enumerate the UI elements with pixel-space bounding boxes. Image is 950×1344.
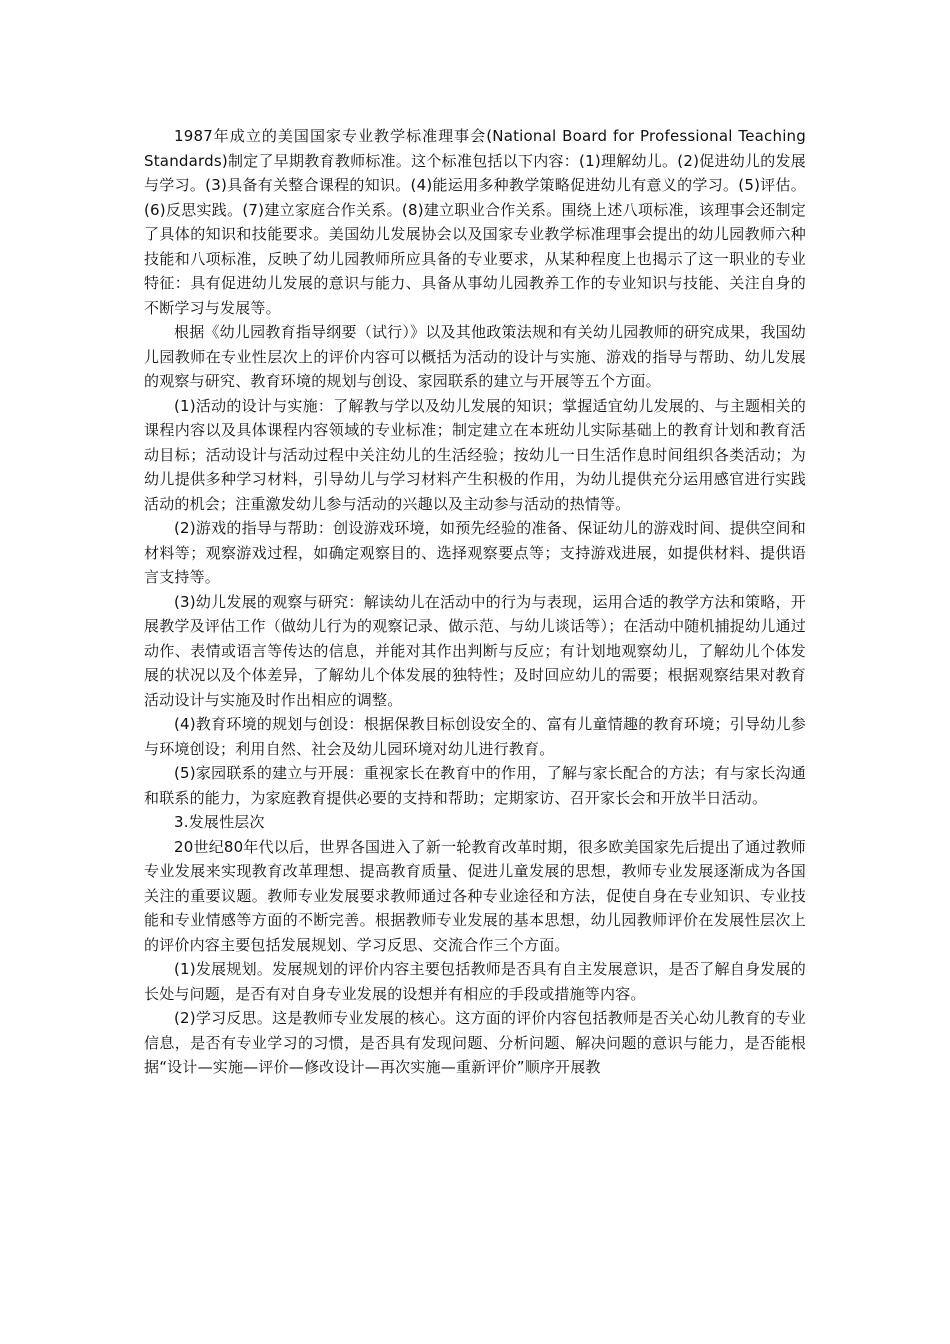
paragraph-home-school-contact: (5)家园联系的建立与开展：重视家长在教育中的作用，了解与家长配合的方法；有与家长沟通和联系的能力，为家庭教育提供必要的支持和帮助；定期家访、召开家长会和开放半日活动。 xyxy=(144,764,806,807)
paragraph-professional-level-overview: 根据《幼儿园教育指导纲要（试行）》以及其他政策法规和有关幼儿园教师的研究成果，我国幼儿园教师在专业性层次上的评价内容可以概括为活动的设计与实施、游戏的指导与帮助、幼儿发展的观察与研究、教育环境的规划与创设、家园联系的建立与开展等五个方面。 xyxy=(144,323,806,390)
paragraph-development-planning: (1)发展规划。发展规划的评价内容主要包括教师是否具有自主发展意识，是否了解自身发展的长处与问题，是否有对自身专业发展的设想并有相应的手段或措施等内容。 xyxy=(144,960,806,1003)
paragraph-child-observation: (3)幼儿发展的观察与研究：解读幼儿在活动中的行为与表现，运用合适的教学方法和策略，开展教学及评估工作（做幼儿行为的观察记录、做示范、与幼儿谈话等）；在活动中随机捕捉幼儿通过动作、表情或语言等传达的信息，并能对其作出判断与反应；有计划地观察幼儿，了解幼儿个体发展的状况以及个体差异，了解幼儿个体发展的独特性；及时回应幼儿的需要；根据观察结果对教育活动设计与实施及时作出相应的调整。 xyxy=(144,592,806,709)
paragraph-game-guidance: (2)游戏的指导与帮助：创设游戏环境，如预先经验的准备、保证幼儿的游戏时间、提供空间和材料等；观察游戏过程，如确定观察目的、选择观察要点等；支持游戏进展，如提供材料、提供语言支持等。 xyxy=(144,519,806,586)
paragraph-teacher-development: 20世纪80年代以后，世界各国进入了新一轮教育改革时期，很多欧美国家先后提出了通过教师专业发展来实现教育改革理想、提高教育质量、促进儿童发展的思想，教师专业发展逐渐成为各国关注的重要议题。教师专业发展要求教师通过各种专业途径和方法，促使自身在专业知识、专业技能和专业情感等方面的不断完善。根据教师专业发展的基本思想，幼儿园教师评价在发展性层次上的评价内容主要包括发展规划、学习反思、交流合作三个方面。 xyxy=(144,837,806,954)
paragraph-learning-reflection: (2)学习反思。这是教师专业发展的核心。这方面的评价内容包括教师是否关心幼儿教育的专业信息，是否有专业学习的习惯，是否具有发现问题、分析问题、解决问题的意识与能力，是否能根据“设计—实施—评价—修改设计—再次实施—重新评价”顺序开展教 xyxy=(144,1009,806,1076)
paragraph-activity-design: (1)活动的设计与实施：了解教与学以及幼儿发展的知识；掌握适宜幼儿发展的、与主题相关的课程内容以及具体课程内容领域的专业标准；制定建立在本班幼儿实际基础上的教育计划和教育活动目标；活动设计与活动过程中关注幼儿的生活经验；按幼儿一日生活作息时间组织各类活动；为幼儿提供多种学习材料，引导幼儿与学习材料产生积极的作用，为幼儿提供充分运用感官进行实践活动的机会；注重激发幼儿参与活动的兴趣以及主动参与活动的热情等。 xyxy=(144,396,806,513)
paragraph-nbpts-standards: 1987年成立的美国国家专业教学标准理事会(National Board for Professional Teaching Standards)制定了早期教育教师标准。这个标准包括以下内容：(1)理解幼儿。(2)促进幼儿的发展与学习。(3)具备有关整合课程的知识。(4)能运用多种教学策略促进幼儿有意义的学习。(5)评估。(6)反思实践。(7)建立家庭合作关系。(8)建立职业合作关系。围绕上述八项标准，该理事会还制定了具体的知识和技能要求。美国幼儿发展协会以及国家专业教学标准理事会提出的幼儿园教师六种技能和八项标准，反映了幼儿园教师所应具备的专业要求，从某种程度上也揭示了这一职业的专业特征：具有促进幼儿发展的意识与能力、具备从事幼儿园教养工作的专业知识与技能、关注自身的不断学习与发展等。 xyxy=(144,127,806,317)
paragraph-environment-planning: (4)教育环境的规划与创设：根据保教目标创设安全的、富有儿童情趣的教育环境；引导幼儿参与环境创设；利用自然、社会及幼儿园环境对幼儿进行教育。 xyxy=(144,715,806,758)
section-heading-developmental-level: 3.发展性层次 xyxy=(174,813,265,831)
document-body xyxy=(144,124,806,1080)
